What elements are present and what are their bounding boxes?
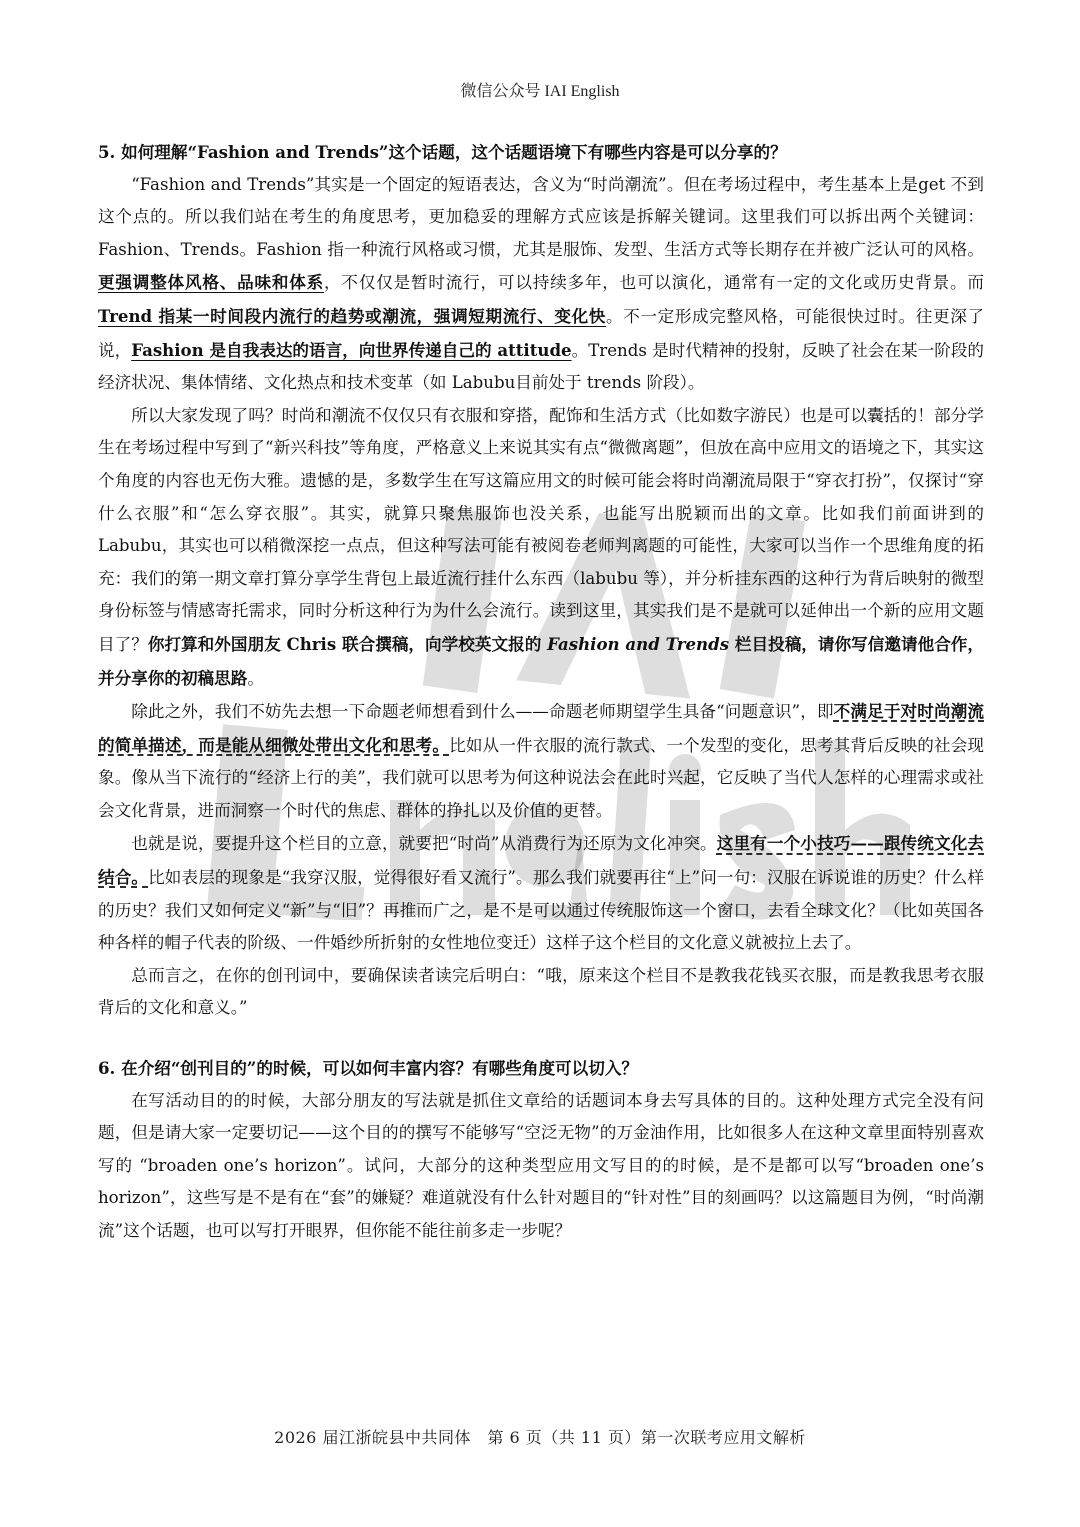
page-header: 微信公众号 IAI English bbox=[460, 83, 620, 100]
section-5-paragraph-1 bbox=[98, 169, 984, 400]
text-run: 。 bbox=[247, 668, 264, 688]
section-5-paragraph-5 bbox=[98, 960, 984, 1025]
bold-run: 你打算和外国朋友 Chris 联合撰稿，向学校英文报的 bbox=[147, 633, 548, 654]
section-5-paragraph-3 bbox=[98, 695, 984, 827]
bold-dashed-underline-run: 这里有一个小技巧——跟传统文化去结合。 bbox=[98, 833, 985, 888]
text-run: “Fashion and Trends”其实是一个固定的短语表达，含义为“时尚潮流”。但在考场过程中，考生基本上是get 不到这个点的。所以我们站在考生的角度思考，更加稳妥的理解方式应该是拆解关键词。这里我们可以拆出两个关键词：Fashion、Trends。Fashion 指一种流行风格或习惯，尤其是服饰、发型、生活方式等长期存在并被广泛认可的风格。 bbox=[98, 174, 984, 259]
text-run: ，不仅仅是暂时流行，可以持续多年，也可以演化，通常有一定的文化或历史背景。而 bbox=[324, 273, 984, 293]
bold-underline-run: 更强调整体风格、品味和体系 bbox=[98, 272, 325, 293]
text-run: 除此之外，我们不妨先去想一下命题老师想看到什么——命题老师期望学生具备“问题意识”，即 bbox=[131, 702, 834, 722]
text-run: 所以大家发现了吗？时尚和潮流不仅仅只有衣服和穿搭，配饰和生活方式（比如数字游民）也是可以囊括的！部分学生在考场过程中写到了“新兴科技”等角度，严格意义上来说其实有点“微微离题”，但放在高中应用文的语境之下，其实这个角度的内容也无伤大雅。遗憾的是，多数学生在写这篇应用文的时候可能会将时尚潮流局限于“穿衣打扮”，仅探讨“穿什么衣服”和“怎么穿衣服”。其实，就算只聚焦服饰也没关系，也能写出脱颖而出的文章。比如我们前面讲到的 Labubu，其实也可以稍微深挖一点点，但这种写法可能有被阅卷老师判离题的可能性，大家可以当作一个思维角度的拓充：我们的第一期文章打算分享学生背包上最近流行挂什么东西（labubu 等），并分析挂东西的这种行为背后映射的微型身份标签与情感寄托需求，同时分析这种行为为什么会流行。读到这里，其实我们是不是就可以延伸出一个新的应用文题目了？ bbox=[98, 405, 984, 654]
text-run: 。Trends 是时代精神的投射，反映了社会在某一阶段的经济状况、集体情绪、文化热点和技术变革（如 Labubu目前处于 trends 阶段）。 bbox=[98, 340, 985, 393]
section-5-title: 5. 如何理解“Fashion and Trends”这个话题，这个话题语境下有哪些内容是可以分享的？ bbox=[98, 142, 787, 162]
text-run: 比如从一件衣服的流行款式、一个发型的变化，思考其背后反映的社会现象。像从当下流行的“经济上行的美”，我们就可以思考为何这种说法会在此时兴起，它反映了当代人怎样的心理需求或社会文化背景，进而洞察一个时代的焦虑、群体的挣扎以及价值的更替。 bbox=[98, 735, 985, 820]
bold-dashed-underline-run: 不满足于对时尚潮流的简单描述，而是能从细微处带出文化和思考。 bbox=[98, 701, 985, 755]
bold-italic-run: Fashion and Trends bbox=[547, 633, 730, 654]
text-run: 在写活动目的的时候，大部分朋友的写法就是抓住文章给的话题词本身去写具体的目的。这种处理方式完全没有问题，但是请大家一定要切记——这个目的的撰写不能够写“空泛无物”的万金油作用，比如很多人在这种文章里面特别喜欢写的 “broaden one’s horizon”。试问，大部分的这种类型应用文写目的的时候，是不是都可以写“broaden one’s horizon”，这些写是不是有在“套”的嫌疑？难道就没有什么针对题目的“针对性”目的刻画吗？以这篇题目为例，“时尚潮流”这个话题，也可以写打开眼界，但你能不能往前多走一步呢？ bbox=[98, 1090, 984, 1240]
bold-underline-run: Trend 指某一时间段内流行的趋势或潮流，强调短期流行、变化快 bbox=[98, 305, 606, 326]
bold-underline-run: Fashion 是自我表达的语言，向世界传递自己的 attitude bbox=[131, 339, 572, 360]
section-gap bbox=[98, 1025, 984, 1052]
bold-run: 栏目投稿，请你写信邀请他合作，并分享你的初稿思路 bbox=[98, 633, 985, 688]
section-5-paragraph-4 bbox=[98, 827, 984, 959]
page-footer: 2026 届江浙皖县中共同体 第 6 页（共 11 页）第一次联考应用文解析 bbox=[274, 1428, 806, 1447]
section-5-paragraph-2 bbox=[98, 400, 984, 695]
section-6-title: 6. 在介绍“创刊目的”的时候，可以如何丰富内容？有哪些角度可以切入？ bbox=[98, 1058, 638, 1079]
text-run: 。不一定形成完整风格，可能很快过时。往更深了说， bbox=[98, 306, 984, 360]
text-run: 比如表层的现象是“我穿汉服，觉得很好看又流行”。那么我们就要再往“上”问一句：汉服在诉说谁的历史？什么样的历史？我们又如何定义“新”与“旧”？再推而广之，是不是可以通过传统服饰这一个窗口，去看全球文化？（比如英国各种各样的帽子代表的阶级、一件婚纱所折射的女性地位变迁）这样子这个栏目的文化意义就被拉上去了。 bbox=[98, 868, 984, 953]
section-6-paragraph-1 bbox=[98, 1085, 984, 1248]
text-run: 也就是说，要提升这个栏目的立意，就要把“时尚”从消费行为还原为文化冲突。 bbox=[131, 834, 717, 854]
main-content bbox=[98, 136, 984, 1248]
text-run: 总而言之，在你的创刊词中，要确保读者读完后明白：“哦，原来这个栏目不是教我花钱买衣服，而是教我思考衣服背后的文化和意义。” bbox=[98, 965, 984, 1018]
